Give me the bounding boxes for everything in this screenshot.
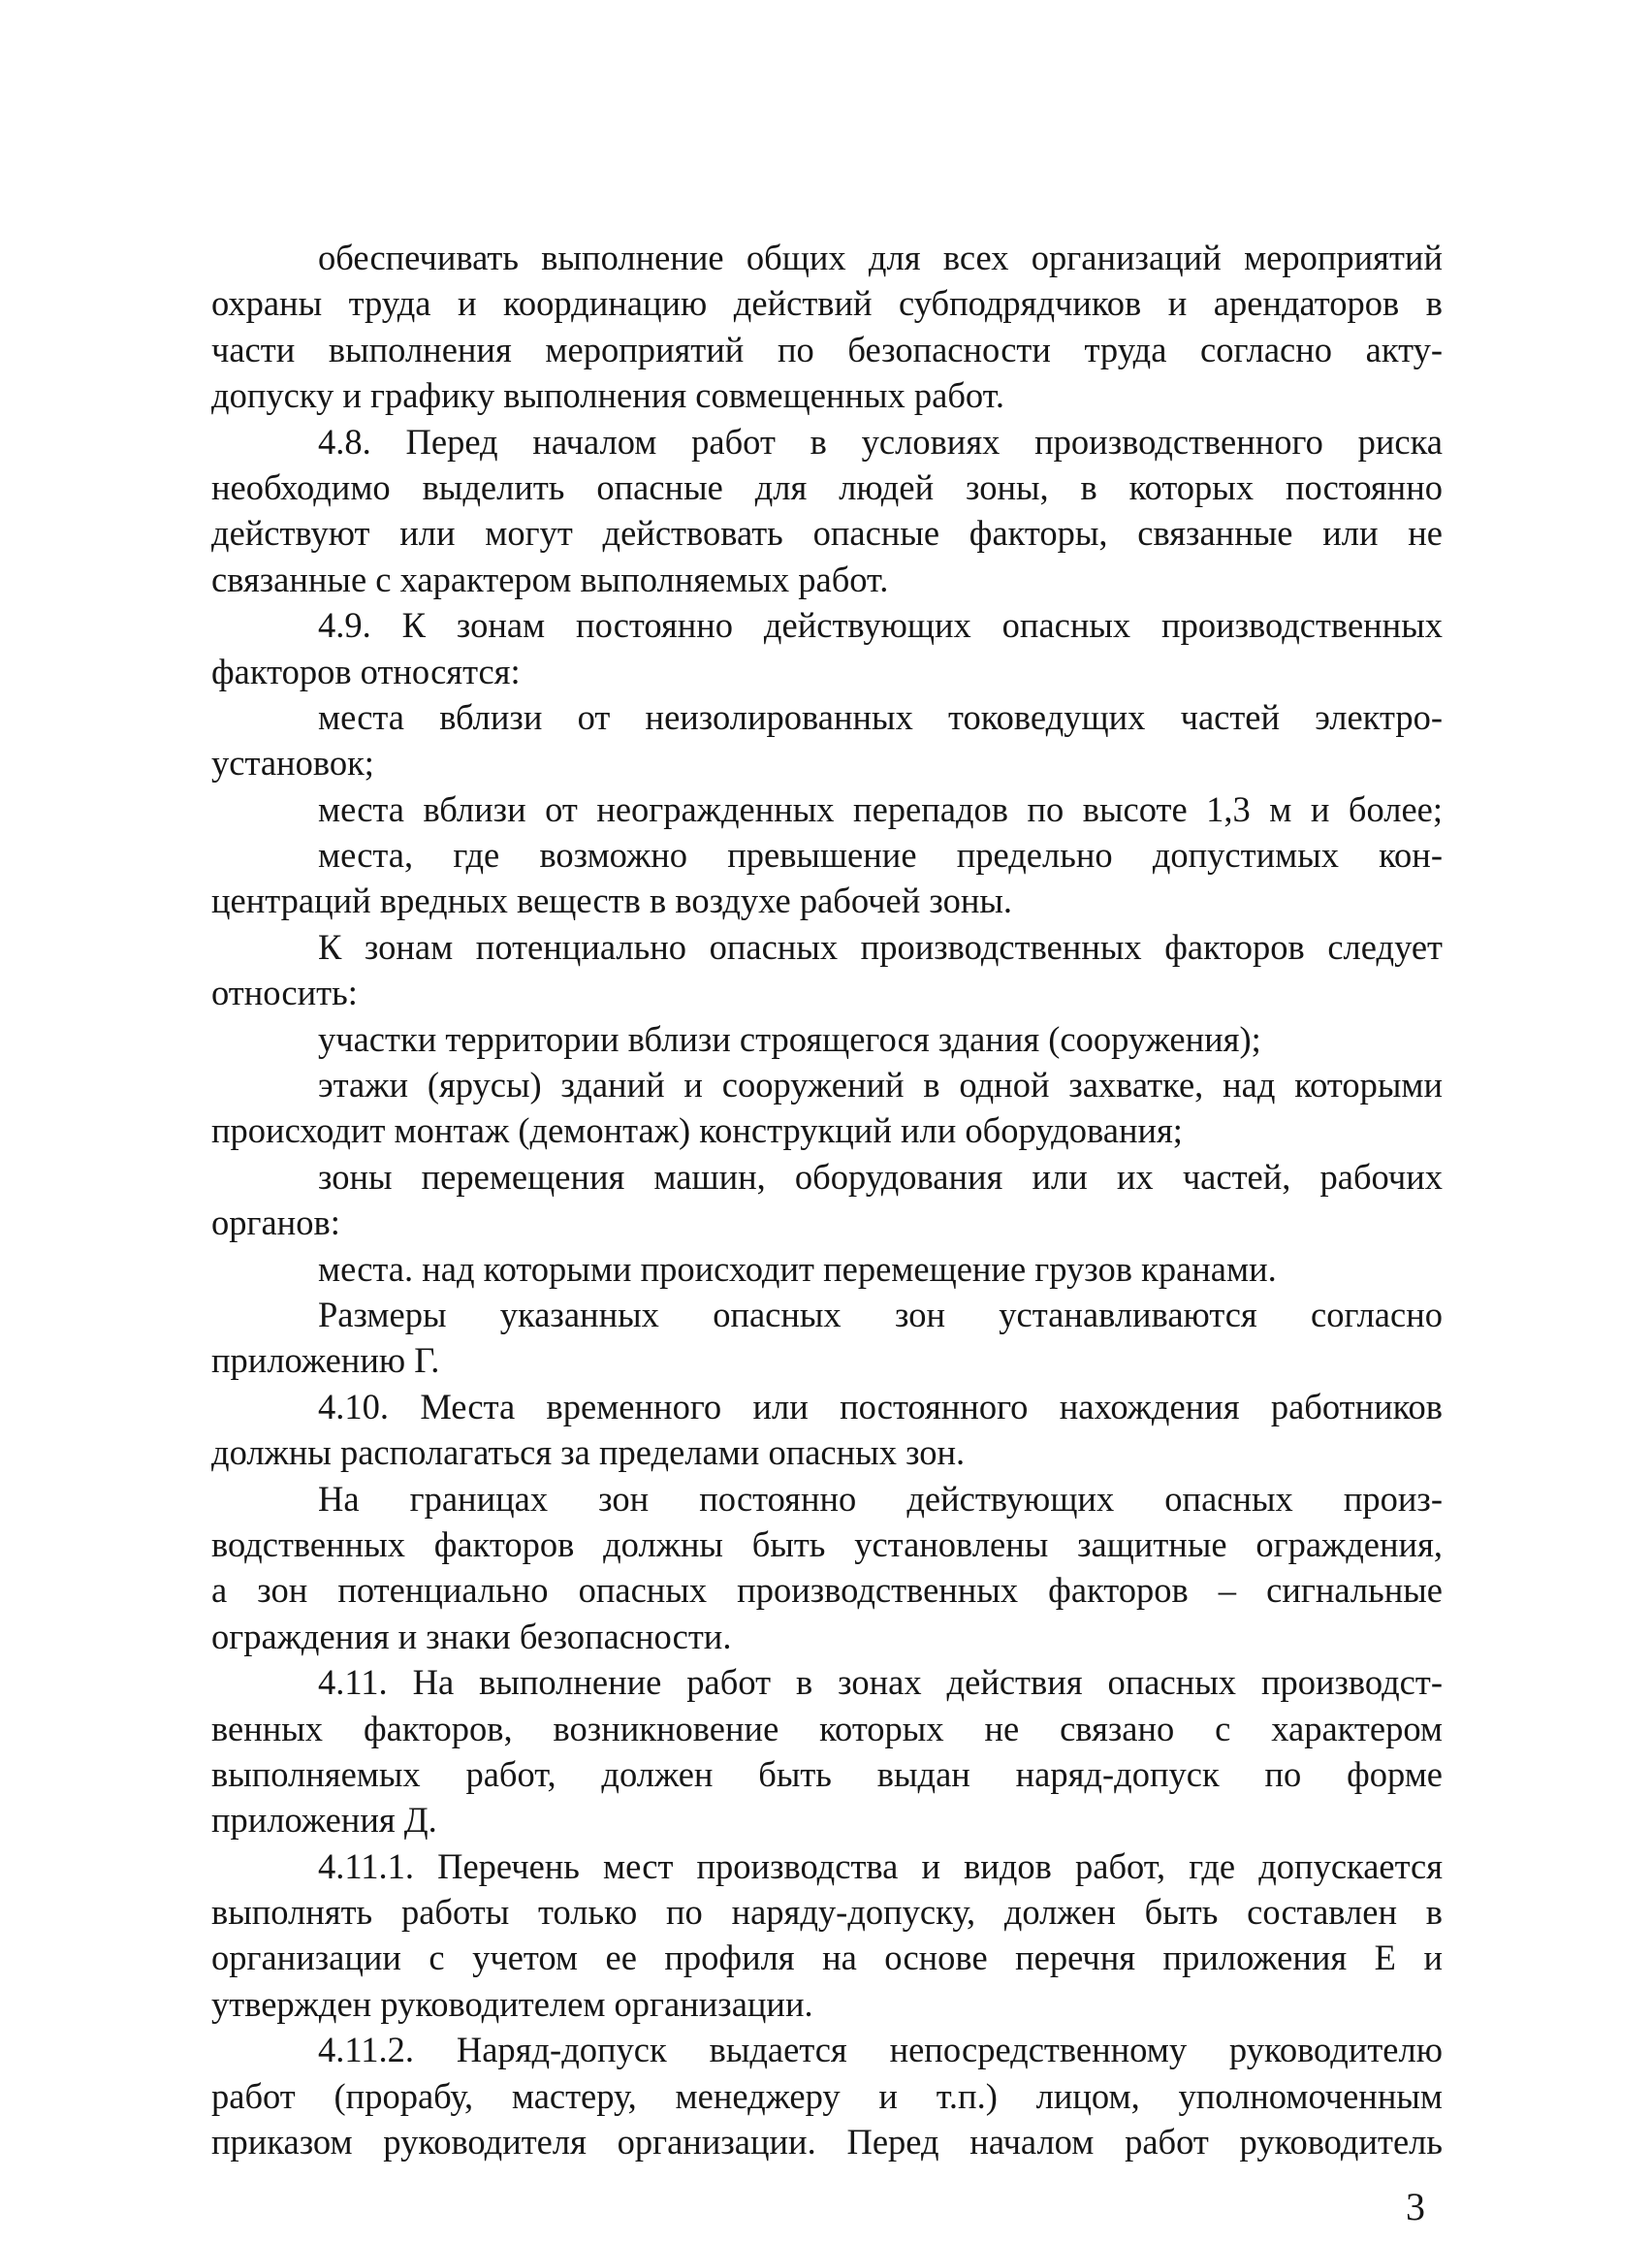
text-line: утвержден руководителем организации. (211, 1983, 813, 2024)
text-line: центраций вредных веществ в воздухе рабочей зоны. (211, 881, 1013, 921)
text-line: места, где возможно превышение предельно допустимых кон- (318, 835, 1443, 876)
text-line: Размеры указанных опасных зон устанавливаются согласно (318, 1294, 1443, 1334)
text-line: места. над которыми происходит перемещение грузов кранами. (318, 1248, 1277, 1289)
text-line: зоны перемещения машин, оборудования или их частей, рабочих (318, 1156, 1443, 1197)
text-line: 4.8. Перед началом работ в условиях производственного риска (318, 421, 1443, 462)
text-line: организации с учетом ее профиля на основе перечня приложения Е и (211, 1938, 1443, 1978)
text-line: этажи (ярусы) зданий и сооружений в одной захватке, над которыми (318, 1065, 1443, 1105)
text-line: действуют или могут действовать опасные факторы, связанные или не (211, 513, 1443, 554)
document-body (211, 235, 1443, 2164)
text-line: приложения Д. (211, 1800, 437, 1841)
text-line: приказом руководителя организации. Перед началом работ руководитель (211, 2122, 1443, 2163)
text-line: происходит монтаж (демонтаж) конструкций или оборудования; (211, 1110, 1183, 1151)
text-line: К зонам потенциально опасных производственных факторов следует (318, 926, 1443, 967)
text-line: 4.9. К зонам постоянно действующих опасных производственных (318, 605, 1443, 646)
text-line: необходимо выделить опасные для людей зоны, в которых постоянно (211, 466, 1443, 507)
text-line: обеспечивать выполнение общих для всех организаций мероприятий (318, 238, 1443, 277)
text-line: участки территории вблизи строящегося здания (сооружения); (318, 1018, 1261, 1059)
text-line: связанные с характером выполняемых работ. (211, 559, 889, 599)
text-line: места вблизи от неогражденных перепадов по высоте 1,3 м и более; (318, 788, 1443, 829)
text-line: 4.11. На выполнение работ в зонах действия опасных производст- (318, 1662, 1443, 1703)
text-line: установок; (211, 743, 374, 784)
text-line: а зон потенциально опасных производственных факторов – сигнальные (211, 1570, 1443, 1611)
text-line: охраны труда и координацию действий субподрядчиков и арендаторов в (211, 283, 1443, 324)
text-line: допуску и графику выполнения совмещенных работ. (211, 375, 1004, 416)
text-line: водственных факторов должны быть установлены защитные ограждения, (211, 1523, 1443, 1564)
text-line: части выполнения мероприятий по безопасности труда согласно акту- (211, 329, 1443, 369)
text-line: 4.11.2. Наряд-допуск выдается непосредственному руководителю (318, 2030, 1443, 2070)
text-line: На границах зон постоянно действующих опасных произ- (318, 1478, 1443, 1519)
text-line: относить: (211, 973, 358, 1013)
text-line: органов: (211, 1202, 340, 1243)
text-line: венных факторов, возникновение которых не связано с характером (211, 1708, 1443, 1748)
text-line: работ (прорабу, мастеру, менеджеру и т.п.) лицом, уполномоченным (211, 2075, 1443, 2116)
text-line: факторов относятся: (211, 651, 521, 691)
text-line: должны располагаться за пределами опасных зон. (211, 1432, 966, 1473)
text-line: приложению Г. (211, 1340, 440, 1381)
text-line: выполнять работы только по наряду-допуску, должен быть составлен в (211, 1892, 1443, 1933)
text-line: места вблизи от неизолированных токоведущих частей электро- (318, 696, 1443, 737)
text-line: выполняемых работ, должен быть выдан наряд-допуск по форме (211, 1753, 1443, 1794)
text-line: 4.11.1. Перечень мест производства и видов работ, где допускается (318, 1845, 1443, 1886)
page-number: 3 (1406, 2185, 1425, 2228)
text-line: ограждения и знаки безопасности. (211, 1616, 732, 1656)
text-line: 4.10. Места временного или постоянного нахождения работников (318, 1386, 1443, 1426)
